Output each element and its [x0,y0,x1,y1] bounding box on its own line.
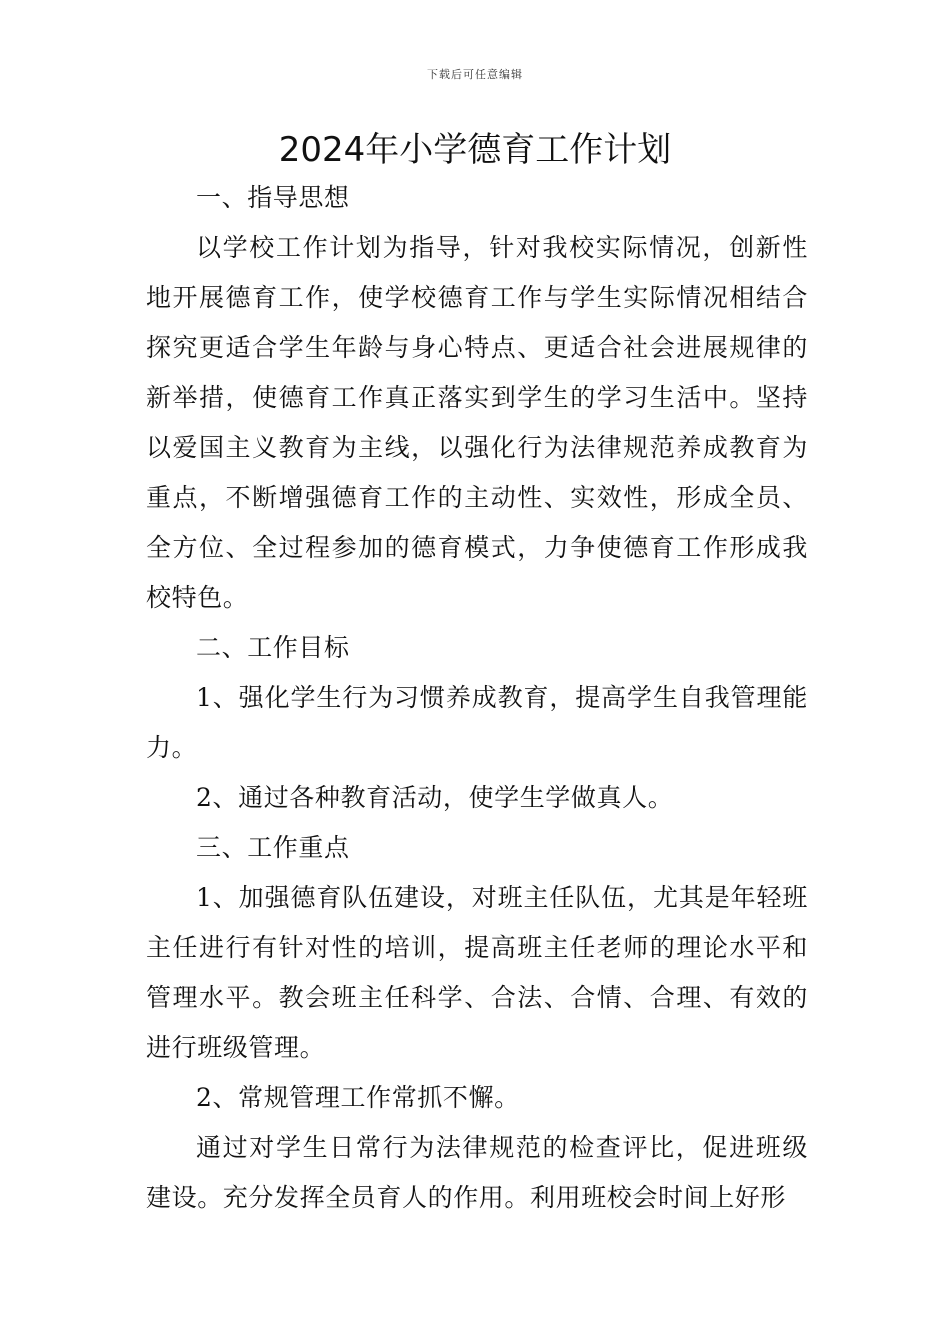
section-heading-work-focus: 三、工作重点 [196,833,350,862]
paragraph-goal-1: 1、强化学生行为习惯养成教育，提高学生自我管理能力。 [146,683,808,762]
paragraph-focus-2-detail: 通过对学生日常行为法律规范的检查评比，促进班级建设。充分发挥全员育人的作用。利用班校会时间上好形 [146,1133,808,1212]
paragraph-focus-2: 2、常规管理工作常抓不懈。 [196,1083,520,1112]
header-note: 下载后可任意编辑 [427,68,523,81]
document-title: 2024年小学德育工作计划 [278,130,672,170]
paragraph-goal-2: 2、通过各种教育活动，使学生学做真人。 [196,783,674,812]
section-heading-work-goals: 二、工作目标 [196,633,350,662]
document-body [146,173,808,1223]
paragraph-focus-1: 1、加强德育队伍建设，对班主任队伍，尤其是年轻班主任进行有针对性的培训，提高班主任老师的理论水平和管理水平。教会班主任科学、合法、合情、合理、有效的进行班级管理。 [146,883,808,1062]
paragraph-guiding-ideology: 以学校工作计划为指导，针对我校实际情况，创新性地开展德育工作，使学校德育工作与学生实际情况相结合探究更适合学生年龄与身心特点、更适合社会进展规律的新举措，使德育工作真正落实到学生的学习生活中。坚持以爱国主义教育为主线，以强化行为法律规范养成教育为重点，不断增强德育工作的主动性、实效性，形成全员、全方位、全过程参加的德育模式，力争使德育工作形成我校特色。 [146,233,808,612]
section-heading-guiding-ideology: 一、指导思想 [196,183,350,212]
